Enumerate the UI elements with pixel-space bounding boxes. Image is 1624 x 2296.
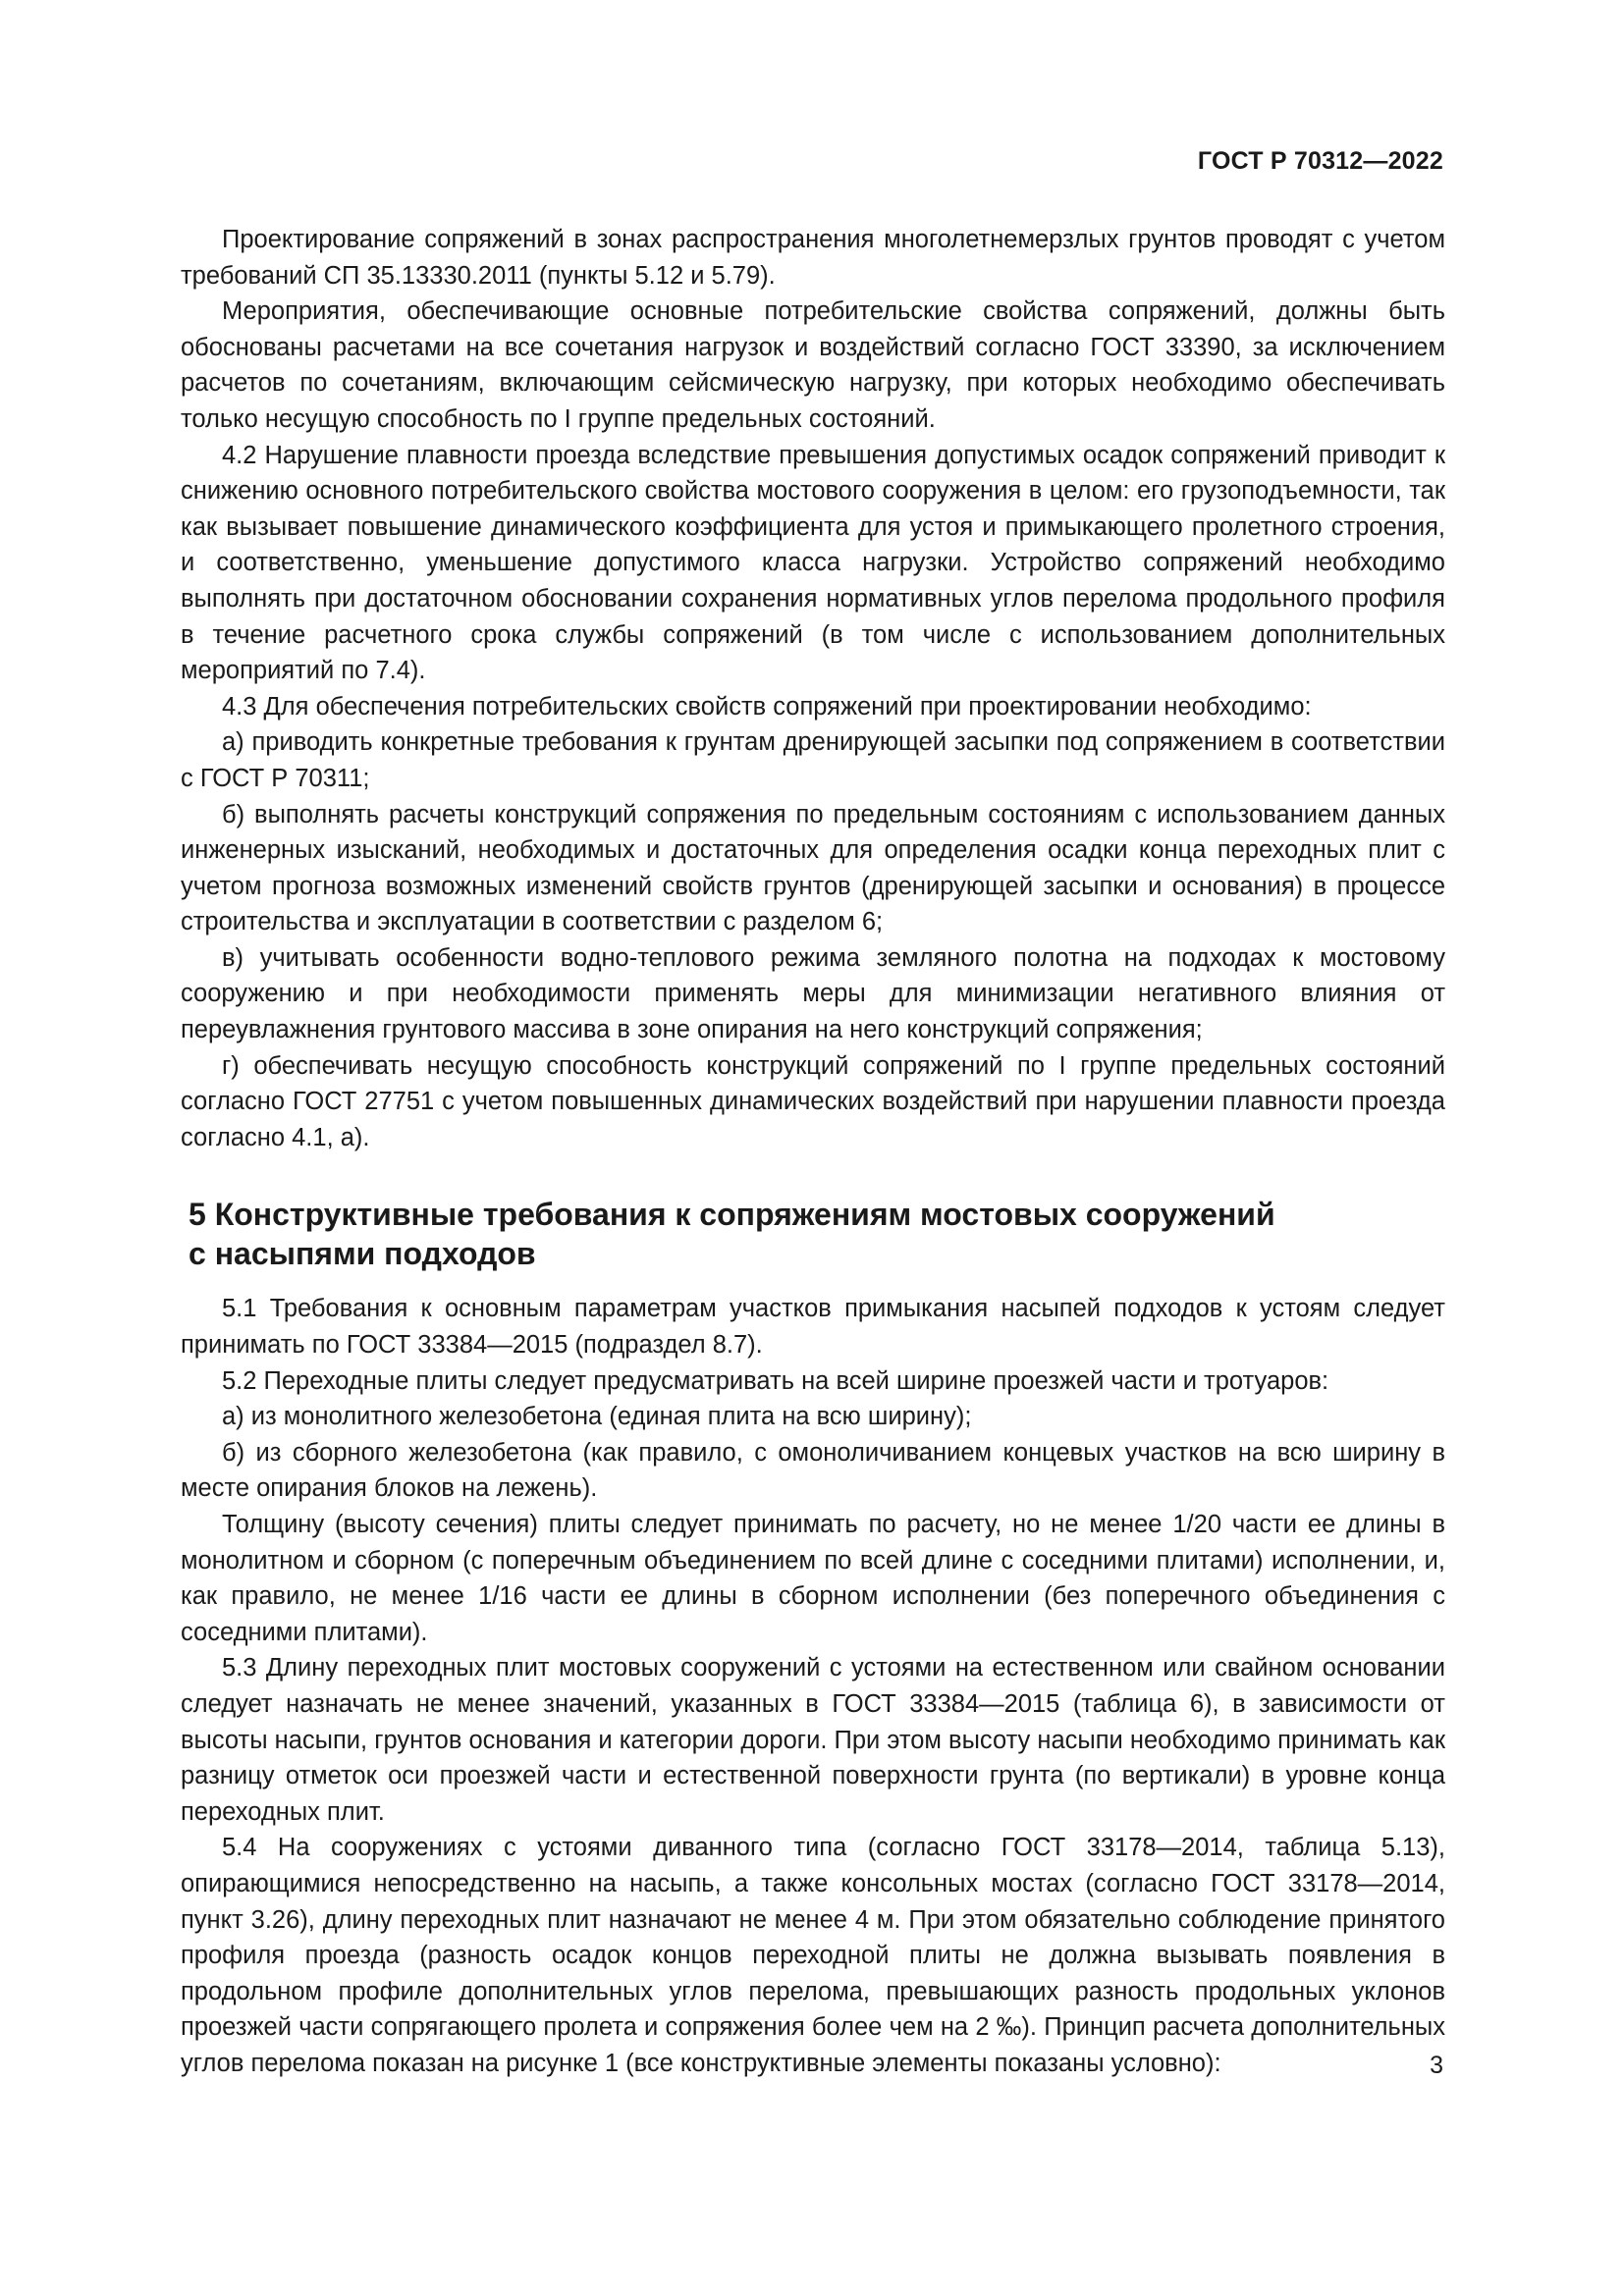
list-item-4-3-v: в) учитывать особенности водно-теплового режима земляного полотна на подходах к мостовому сооружению и при необходимости применять меры для минимизации негативного влияния от переувлажнения грунтового массива в зоне опирания на него конструкций сопряжения; — [181, 943, 1445, 1044]
list-item-5-2-a: а) из монолитного железобетона (единая плита на всю ширину); — [222, 1403, 972, 1431]
page-number: 3 — [1430, 2052, 1443, 2079]
paragraph-4-3: 4.3 Для обеспечения потребительских свойств сопряжений при проектировании необходимо: — [222, 692, 1312, 721]
paragraph-measures: Мероприятия, обеспечивающие основные потребительские свойства сопряжений, должны быть обоснованы расчетами на все сочетания нагрузок и воздействий согласно ГОСТ 33390, за исключением расчетов по сочетаниям, включающим сейсмическую нагрузку, при которых необходимо обеспечивать только несущую способность по I группе предельных состояний. — [181, 297, 1445, 433]
list-item-4-3-b: б) выполнять расчеты конструкций сопряжения по предельным состояниям с использованием данных инженерных изысканий, необходимых и достаточных для определения осадки конца переходных плит с учетом прогноза возможных изменений свойств грунтов (дренирующей засыпки и основания) в процессе строительства и эксплуатации в соответствии с разделом 6; — [181, 800, 1445, 936]
list-item-5-2-b: б) из сборного железобетона (как правило, с омоноличиванием концевых участков на всю ширину в месте опирания блоков на лежень). — [181, 1438, 1445, 1503]
list-item-4-3-g: г) обеспечивать несущую способность конструкций сопряжений по I группе предельных состояний согласно ГОСТ 27751 с учетом повышенных динамических воздействий при нарушении плавности проезда согласно 4.1, а). — [181, 1051, 1445, 1151]
paragraph-5-3: 5.3 Длину переходных плит мостовых сооружений с устоями на естественном или свайном основании следует назначать не менее значений, указанных в ГОСТ 33384—2015 (таблица 6), в зависимости от высоты насыпи, грунтов основания и категории дороги. При этом высоту насыпи необходимо принимать как разницу отметок оси проезжей части и естественной поверхности грунта (по вертикали) в уровне конца переходных плит. — [181, 1654, 1445, 1826]
section-5-heading-line1: 5 Конструктивные требования к сопряжениям мостовых сооружений — [189, 1197, 1275, 1233]
paragraph-5-2: 5.2 Переходные плиты следует предусматривать на всей ширине проезжей части и тротуаров: — [222, 1366, 1329, 1395]
document-code-header: ГОСТ Р 70312—2022 — [1197, 147, 1443, 175]
paragraph-4-2: 4.2 Нарушение плавности проезда вследствие превышения допустимых осадок сопряжений приводит к снижению основного потребительского свойства мостового сооружения в целом: его грузоподъемности, так как вызывает повышение динамического коэффициента для устоя и примыкающего пролетного строения, и соответственно, уменьшение допустимого класса нагрузки. Устройство сопряжений необходимо выполнять при достаточном обосновании сохранения нормативных углов перелома продольного профиля в течение расчетного срока службы сопряжений (в том числе с использованием дополнительных мероприятий по 7.4). — [181, 441, 1445, 685]
paragraph-5-1: 5.1 Требования к основным параметрам участков примыкания насыпей подходов к устоям следует принимать по ГОСТ 33384—2015 (подраздел 8.7). — [181, 1295, 1445, 1360]
paragraph-5-4: 5.4 На сооружениях с устоями диванного типа (согласно ГОСТ 33178—2014, таблица 5.13), опирающимися непосредственно на насыпь, а также консольных мостах (согласно ГОСТ 33178—2014, пункт 3.26), длину переходных плит назначают не менее 4 м. При этом обязательно соблюдение принятого профиля проезда (разность осадок концов переходной плиты не должна вызывать появления в продольном профиле дополнительных углов перелома, превышающих разность продольных уклонов проезжей части сопрягающего пролета и сопряжения более чем на 2 ‰). Принцип расчета дополнительных углов перелома показан на рисунке 1 (все конструктивные элементы показаны условно): — [181, 1834, 1445, 2077]
section-5-heading-line2: с насыпями подходов — [189, 1236, 536, 1272]
section-5-heading — [189, 1195, 1445, 1273]
paragraph-slab-thickness: Толщину (высоту сечения) плиты следует принимать по расчету, но не менее 1/20 части ее длины в монолитном и сборном (с поперечным объединением по всей длине с соседними плитами) исполнении, и, как правило, не менее 1/16 части ее длины в сборном исполнении (без поперечного объединения с соседними плитами). — [181, 1511, 1445, 1646]
document-body — [181, 222, 1445, 2082]
paragraph-permafrost: Проектирование сопряжений в зонах распространения многолетнемерзлых грунтов проводят с учетом требований СП 35.13330.2011 (пункты 5.12 и 5.79). — [181, 226, 1445, 290]
list-item-4-3-a: а) приводить конкретные требования к грунтам дренирующей засыпки под сопряжением в соответствии с ГОСТ Р 70311; — [181, 728, 1445, 792]
